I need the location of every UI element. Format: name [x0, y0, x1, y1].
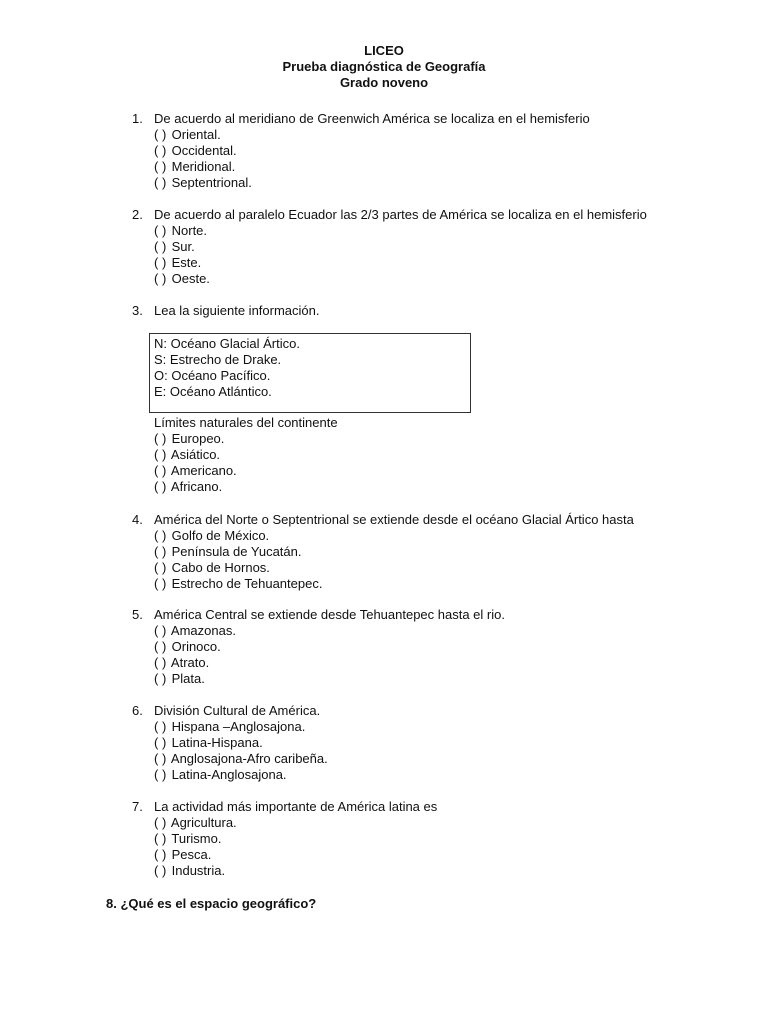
option-mark: ( ): [154, 479, 167, 494]
document-header: [0, 43, 768, 91]
info-line-north: N: Océano Glacial Ártico.: [154, 336, 300, 351]
option-item[interactable]: [154, 847, 237, 863]
option-item[interactable]: [154, 863, 237, 879]
option-label: Anglosajona-Afro caribeña.: [170, 751, 328, 766]
option-mark: ( ): [154, 655, 167, 670]
option-mark: ( ): [154, 863, 167, 878]
question-text: De acuerdo al paralelo Ecuador las 2/3 partes de América se localiza en el hemisferio: [154, 207, 647, 222]
option-label: Occidental.: [171, 143, 237, 158]
option-label: Norte.: [171, 223, 208, 238]
option-mark: ( ): [154, 143, 167, 158]
option-mark: ( ): [154, 255, 167, 270]
options-list: [154, 719, 328, 783]
option-item[interactable]: [154, 239, 210, 255]
option-label: Turismo.: [171, 831, 222, 846]
option-label: Asiático.: [170, 447, 221, 462]
option-label: Septentrional.: [171, 175, 252, 190]
option-mark: ( ): [154, 127, 167, 142]
option-item[interactable]: [154, 223, 210, 239]
option-mark: ( ): [154, 767, 167, 782]
option-label: Sur.: [171, 239, 195, 254]
option-item[interactable]: [154, 560, 322, 576]
option-item[interactable]: [154, 544, 322, 560]
option-label: Americano.: [170, 463, 237, 478]
option-label: Meridional.: [171, 159, 236, 174]
options-list: [154, 815, 237, 879]
option-mark: ( ): [154, 751, 167, 766]
option-label: Pesca.: [171, 847, 212, 862]
question-subtext: Límites naturales del continente: [154, 415, 338, 430]
option-label: Amazonas.: [170, 623, 236, 638]
question-number: 1.: [132, 111, 143, 126]
option-item[interactable]: [154, 255, 210, 271]
info-box: [149, 333, 471, 413]
question-text: América del Norte o Septentrional se extiende desde el océano Glacial Ártico hasta: [154, 512, 634, 527]
options-list: [154, 528, 322, 592]
option-mark: ( ): [154, 639, 167, 654]
option-item[interactable]: [154, 655, 236, 671]
option-label: Este.: [171, 255, 202, 270]
option-item[interactable]: [154, 767, 328, 783]
grade-level: Grado noveno: [339, 75, 429, 90]
option-item[interactable]: [154, 127, 252, 143]
test-title: Prueba diagnóstica de Geografía: [282, 59, 486, 74]
option-label: Hispana –Anglosajona.: [171, 719, 306, 734]
options-list: [154, 223, 210, 287]
question-text: Lea la siguiente información.: [154, 303, 320, 318]
option-mark: ( ): [154, 159, 167, 174]
option-item[interactable]: [154, 271, 210, 287]
option-label: Agricultura.: [170, 815, 237, 830]
question-text: América Central se extiende desde Tehuantepec hasta el rio.: [154, 607, 505, 622]
option-label: Cabo de Hornos.: [171, 560, 270, 575]
option-item[interactable]: [154, 463, 338, 479]
info-line-south: S: Estrecho de Drake.: [154, 352, 282, 367]
options-list: [154, 127, 252, 191]
question-number: 6.: [132, 703, 143, 718]
option-mark: ( ): [154, 815, 167, 830]
option-item[interactable]: [154, 175, 252, 191]
option-label: Atrato.: [170, 655, 210, 670]
option-mark: ( ): [154, 576, 167, 591]
option-label: Europeo.: [171, 431, 225, 446]
option-label: Estrecho de Tehuantepec.: [171, 576, 323, 591]
option-label: Golfo de México.: [171, 528, 270, 543]
option-label: Oeste.: [171, 271, 210, 286]
option-label: Latina-Hispana.: [171, 735, 263, 750]
option-mark: ( ): [154, 431, 167, 446]
option-mark: ( ): [154, 831, 167, 846]
option-mark: ( ): [154, 463, 167, 478]
option-item[interactable]: [154, 751, 328, 767]
option-item[interactable]: [154, 735, 328, 751]
option-item[interactable]: [154, 719, 328, 735]
option-item[interactable]: [154, 815, 237, 831]
option-mark: ( ): [154, 719, 167, 734]
info-line-east: E: Océano Atlántico.: [154, 384, 272, 399]
option-label: Latina-Anglosajona.: [171, 767, 287, 782]
option-label: Industria.: [171, 863, 226, 878]
option-item[interactable]: [154, 639, 236, 655]
option-item[interactable]: [154, 576, 322, 592]
option-mark: ( ): [154, 223, 167, 238]
question-number: 5.: [132, 607, 143, 622]
option-item[interactable]: [154, 528, 322, 544]
option-mark: ( ): [154, 271, 167, 286]
option-label: Orinoco.: [171, 639, 221, 654]
option-label: Península de Yucatán.: [171, 544, 302, 559]
option-mark: ( ): [154, 735, 167, 750]
option-mark: ( ): [154, 447, 167, 462]
question-text: División Cultural de América.: [154, 703, 321, 718]
option-item[interactable]: [154, 831, 237, 847]
question-3-continuation: [154, 415, 338, 495]
option-mark: ( ): [154, 175, 167, 190]
option-mark: ( ): [154, 528, 167, 543]
question-number: 7.: [132, 799, 143, 814]
option-mark: ( ): [154, 847, 167, 862]
option-label: Plata.: [171, 671, 205, 686]
option-mark: ( ): [154, 623, 167, 638]
option-item[interactable]: [154, 143, 252, 159]
question-number: 4.: [132, 512, 143, 527]
question-text: La actividad más importante de América latina es: [154, 799, 438, 814]
option-item[interactable]: [154, 447, 338, 463]
school-name: LICEO: [364, 43, 404, 58]
question-number: 2.: [132, 207, 143, 222]
question-8: 8. ¿Qué es el espacio geográfico?: [106, 896, 317, 911]
option-mark: ( ): [154, 671, 167, 686]
option-item[interactable]: [154, 671, 236, 687]
options-list: [154, 623, 236, 687]
option-mark: ( ): [154, 239, 167, 254]
question-text: De acuerdo al meridiano de Greenwich América se localiza en el hemisferio: [154, 111, 590, 126]
option-label: Africano.: [170, 479, 223, 494]
option-label: Oriental.: [171, 127, 221, 142]
info-line-west: O: Océano Pacífico.: [154, 368, 271, 383]
option-item[interactable]: [154, 479, 338, 495]
question-number: 3.: [132, 303, 143, 318]
option-item[interactable]: [154, 431, 338, 447]
option-mark: ( ): [154, 544, 167, 559]
option-item[interactable]: [154, 623, 236, 639]
option-mark: ( ): [154, 560, 167, 575]
option-item[interactable]: [154, 159, 252, 175]
